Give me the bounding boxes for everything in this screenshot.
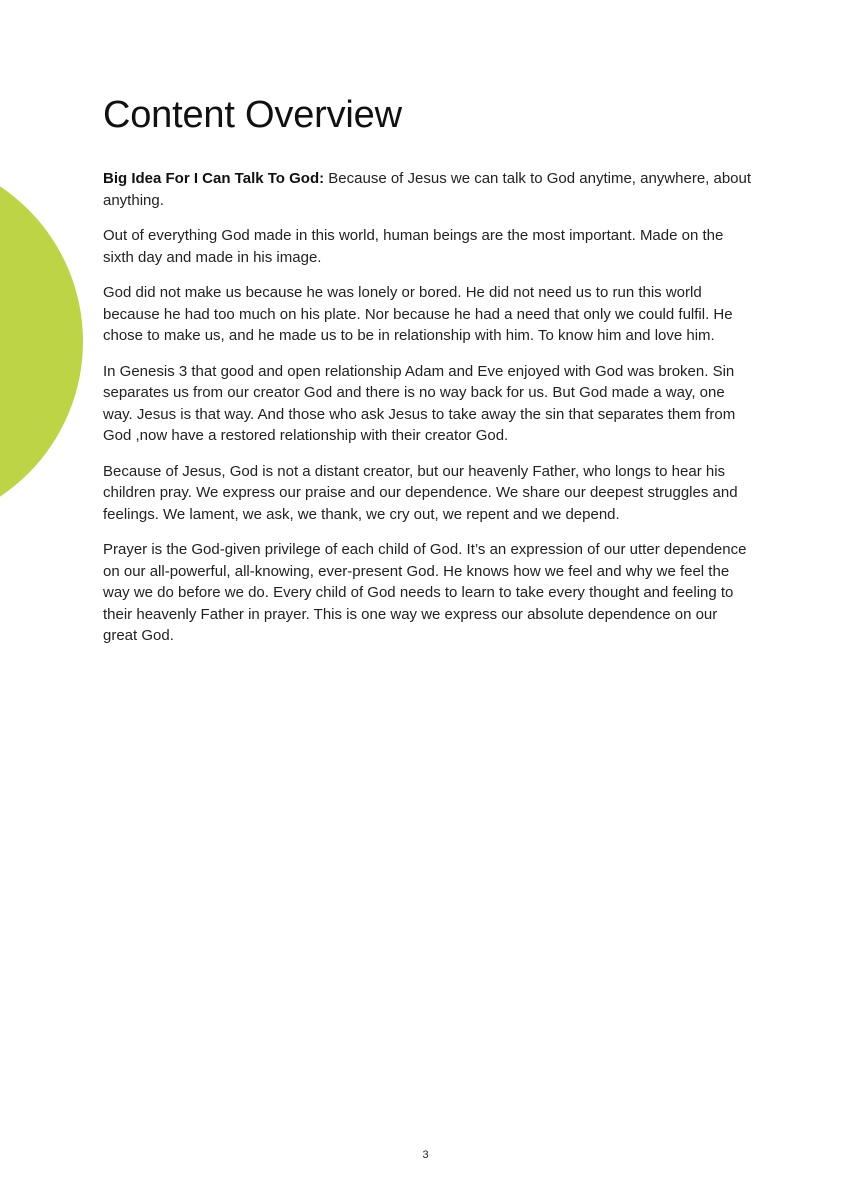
big-idea-paragraph: [103, 168, 753, 211]
big-idea-text: Because of Jesus we can talk to God anytime, anywhere, about anything.: [103, 170, 752, 209]
paragraph-heavenly-father: Because of Jesus, God is not a distant creator, but our heavenly Father, who longs to hear his children pray. We express our praise and our dependence. We share our deepest struggles and feelings. We lament, we ask, we thank, we cry out, we repent and we depend.: [103, 462, 738, 523]
decorative-green-circle: [0, 155, 83, 528]
paragraph-genesis: In Genesis 3 that good and open relationship Adam and Eve enjoyed with God was broken. Sin separates us from our creator God and there is no way back for us. But God made a way, one way. Jesus is that way. And those who ask Jesus to take away the sin that separates them from God ,now have a restored relationship with their creator God.: [103, 362, 736, 444]
page-title: Content Overview: [103, 94, 402, 136]
content-body: [103, 168, 753, 661]
big-idea-label: Big Idea For I Can Talk To God:: [103, 170, 325, 187]
paragraph-human-beings: Out of everything God made in this world, human beings are the most important. Made on the sixth day and made in his image.: [103, 227, 724, 266]
paragraph-why-made: God did not make us because he was lonely or bored. He did not need us to run this world because he had too much on his plate. Nor because he had a need that only we could fulfil. He chose to make us, and he made us to be in relationship with him. To know him and love him.: [103, 284, 733, 344]
paragraph-prayer-privilege: Prayer is the God-given privilege of each child of God. It’s an expression of our utter dependence on our all-powerful, all-knowing, ever-present God. He knows how we feel and why we feel the way we do before we do. Every child of God needs to learn to take every thought and feeling to their heavenly Father in prayer. This is one way we express our absolute dependence on our great God.: [103, 541, 747, 644]
page-number: 3: [422, 1149, 429, 1161]
